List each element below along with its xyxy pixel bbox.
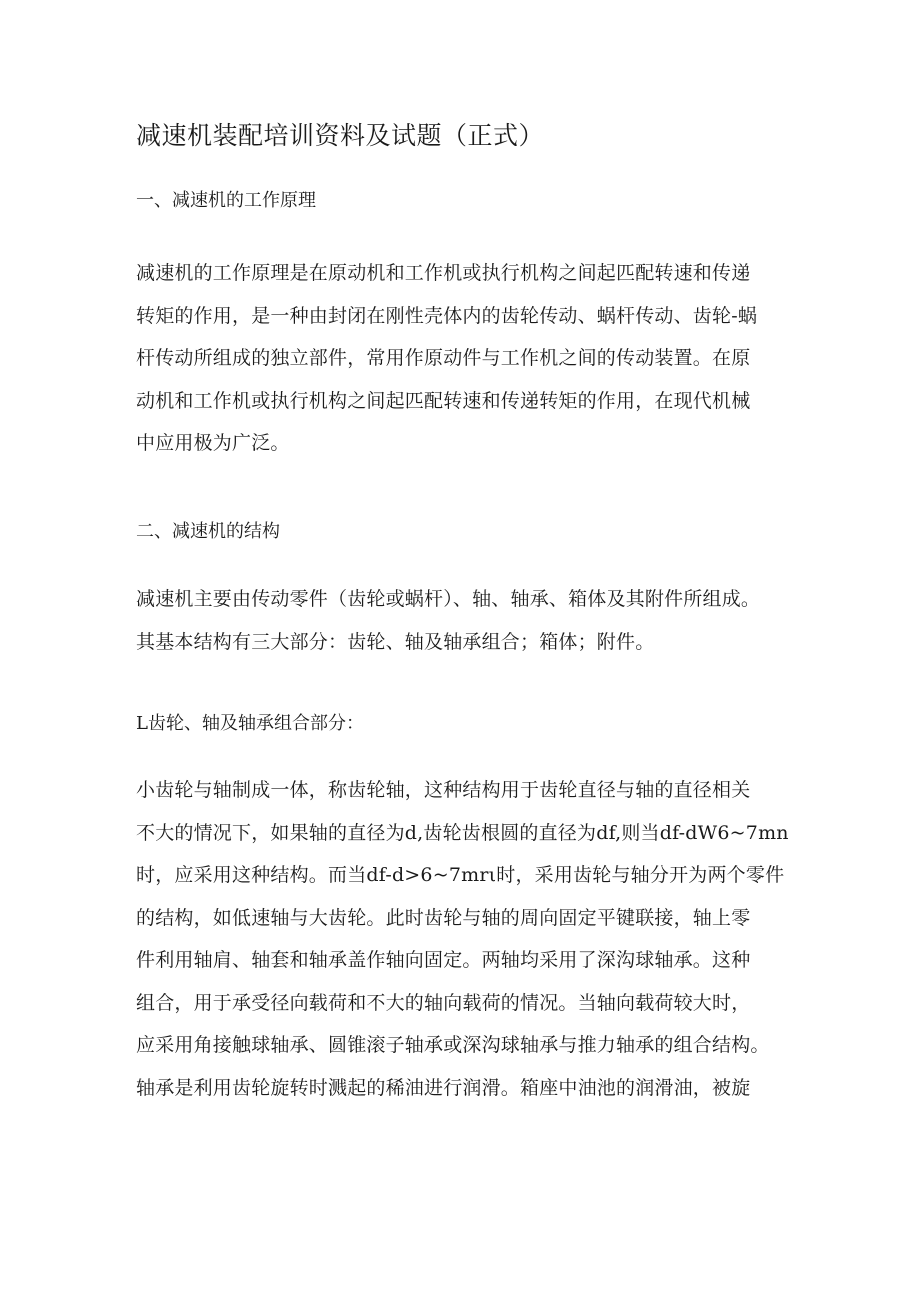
- document-title: 减速机装配培训资料及试题（正式）: [136, 121, 545, 150]
- paragraph-line: 的结构，如低速轴与大齿轮。此时齿轮与轴的周向固定平键联接，轴上零: [136, 906, 751, 929]
- paragraph-line: 轴承是利用齿轮旋转时溅起的稀油进行润滑。箱座中油池的润滑油，被旋: [136, 1076, 751, 1099]
- section-heading-working-principle: 一、减速机的工作原理: [136, 190, 316, 211]
- section-heading-gear-shaft-bearing: L齿轮、轴及轴承组合部分：: [136, 713, 364, 734]
- paragraph-line: 动机和工作机或执行机构之间起匹配转速和传递转矩的作用，在现代机械: [136, 389, 751, 412]
- paragraph-line: 应采用角接触球轴承、圆锥滚子轴承或深沟球轴承与推力轴承的组合结构。: [136, 1034, 770, 1056]
- paragraph-line: 小齿轮与轴制成一体，称齿轮轴，这种结构用于齿轮直径与轴的直径相关: [136, 779, 751, 801]
- paragraph-line: 减速机的工作原理是在原动机和工作机或执行机构之间起匹配转速和传递: [136, 262, 751, 284]
- section-heading-structure: 二、减速机的结构: [136, 521, 280, 542]
- paragraph-line: 减速机主要由传动零件（齿轮或蜗杆）、轴、轴承、箱体及其附件所组成。: [136, 588, 761, 610]
- paragraph-line: 杆传动所组成的独立部件，常用作原动件与工作机之间的传动装置。在原: [136, 347, 751, 369]
- paragraph-line: 其基本结构有三大部分：齿轮、轴及轴承组合；箱体；附件。: [136, 630, 655, 653]
- paragraph-line: 件利用轴肩、轴套和轴承盖作轴向固定。两轴均采用了深沟球轴承。这种: [136, 949, 751, 971]
- paragraph-line: 时，应采用这种结构。而当df-d>6~7mrι时，采用齿轮与轴分开为两个零件: [136, 864, 785, 886]
- paragraph-line: 不大的情况下，如果轴的直径为d,齿轮齿根圆的直径为df,则当df-dW6~7mn: [136, 821, 789, 844]
- paragraph-line: 中应用极为广泛。: [136, 432, 290, 454]
- paragraph-working-principle: [136, 252, 796, 465]
- paragraph-line: 转矩的作用，是一种由封闭在刚性壳体内的齿轮传动、蜗杆传动、齿轮-蜗: [136, 304, 758, 327]
- paragraph-gear-shaft-bearing: [136, 769, 796, 1109]
- paragraph-structure: [136, 578, 796, 663]
- paragraph-line: 组合，用于承受径向载荷和不大的轴向载荷的情况。当轴向载荷较大时，: [136, 991, 751, 1014]
